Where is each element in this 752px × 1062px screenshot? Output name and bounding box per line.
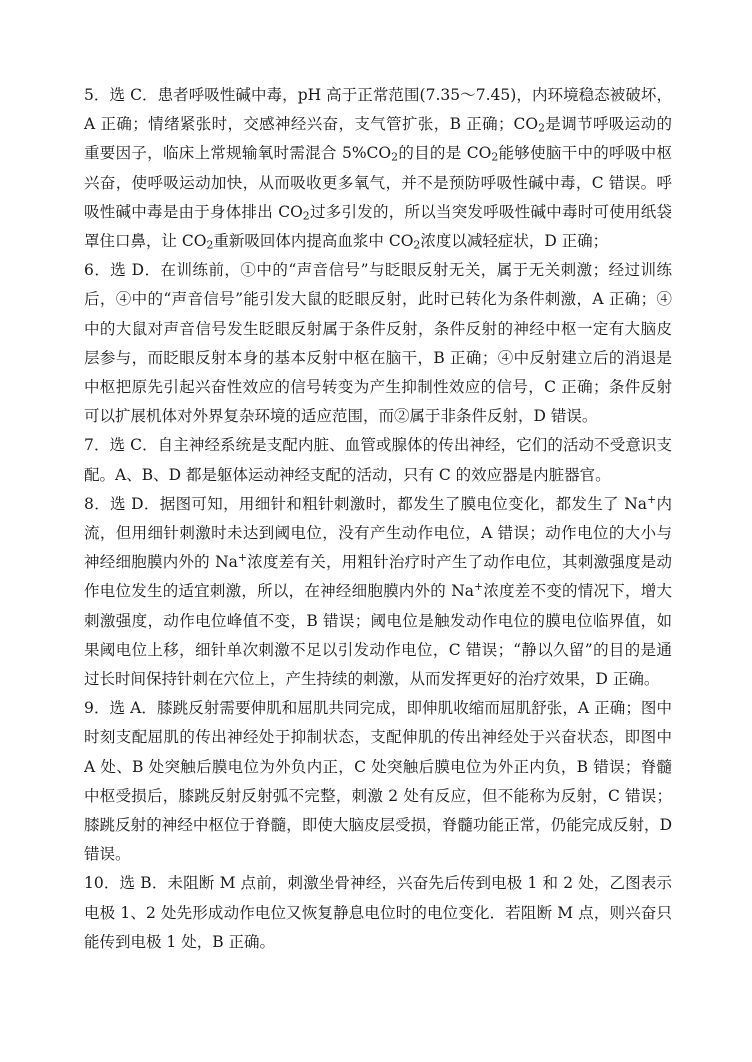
- paragraph-text: 浓度差不变的情况下，增大刺激强度，动作电位峰值不变，B 错误；阈电位是触发动作电位的膜电位临界值，如果阈电位上移，细针单次刺激不足以引发动作电位，C 错误；“静以久留”的目的是通过长时间保持针刺在穴位上，产生持续的刺激，从而发挥更好的治疗效果，D 正确。: [84, 582, 672, 689]
- paragraph-text: 重新吸回体内提高血浆中 CO: [213, 232, 414, 251]
- paragraph-text: 浓度以减轻症状，D 正确；: [420, 232, 609, 251]
- answer-paragraph-8: [84, 490, 672, 694]
- answer-paragraph-10: [84, 869, 672, 957]
- paragraph-text: 的目的是 CO: [398, 144, 492, 163]
- paragraph-text: 10．选 B．未阻断 M 点前，刺激坐骨神经，兴奋先后传到电极 1 和 2 处，乙图表示电极 1、2 处先形成动作电位又恢复静息电位时的电位变化．若阻断 M 点，则兴奋只能传到电极 1 处，B 正确。: [84, 874, 672, 951]
- paragraph-text: 是调节呼吸运动的重要因子，临床上常规输氧时需混合 5%CO: [84, 115, 672, 163]
- paragraph-text: 8．选 D．据图可知，用细针和粗针刺激时，都发生了膜电位变化，都发生了 Na: [84, 494, 648, 513]
- paragraph-text: 浓度差有关，用粗针治疗时产生了动作电位，其刺激强度是动作电位发生的适宜刺激，所以，在神经细胞膜内外的 Na: [84, 553, 672, 601]
- paragraph-text: 能够使脑干中的呼吸中枢兴奋，使呼吸运动加快，从而吸收更多氧气，并不是预防呼吸性碱中毒，C 错误。呼吸性碱中毒是由于身体排出 CO: [84, 144, 672, 221]
- superscript-text: +: [474, 580, 484, 594]
- superscript-text: +: [237, 551, 247, 565]
- paragraph-text: 5．选 C．患者呼吸性碱中毒，pH 高于正常范围(7.35～7.45)，内环境稳态被破坏，A 正确；情绪紧张时，交感神经兴奋，支气管扩张，B 正确；CO: [84, 86, 672, 134]
- paragraph-text: 内流，但用细针刺激时未达到阈电位，没有产生动作电位，A 错误；动作电位的大小与神经细胞膜内外的 Na: [84, 494, 672, 572]
- answer-explanations: [84, 81, 672, 957]
- subscript-text: 2: [391, 151, 399, 165]
- paragraph-text: 7．选 C．自主神经系统是支配内脏、血管或腺体的传出神经，它们的活动不受意识支配。A、B、D 都是躯体运动神经支配的活动，只有 C 的效应器是内脏器官。: [84, 436, 672, 484]
- answer-paragraph-7: [84, 431, 672, 489]
- superscript-text: +: [647, 492, 657, 506]
- paragraph-text: 9．选 A．膝跳反射需要伸肌和屈肌共同完成，即伸肌收缩而屈肌舒张，A 正确；图中时刻支配屈肌的传出神经处于抑制状态，支配伸肌的传出神经处于兴奋状态，即图中 A 处、B 处突触后膜电位为外负内正，C 处突触后膜电位为外正内负，B 错误；脊髓中枢受损后，膝跳反射反射弧不完整，刺激 2 处有反应，但不能称为反射，C 错误；膝跳反射的神经中枢位于脊髓，即使大脑皮层受损，脊髓功能正常，仍能完成反射，D 错误。: [84, 699, 672, 864]
- subscript-text: 2: [302, 209, 310, 223]
- answer-paragraph-5: [84, 81, 672, 256]
- answer-paragraph-9: [84, 694, 672, 869]
- paragraph-text: 6．选 D．在训练前，①中的“声音信号”与眨眼反射无关，属于无关刺激；经过训练后，④中的“声音信号”能引发大鼠的眨眼反射，此时已转化为条件刺激，A 正确；④中的大鼠对声音信号发生眨眼反射属于条件反射，条件反射的神经中枢一定有大脑皮层参与，而眨眼反射本身的基本反射中枢在脑干，B 正确；④中反射建立后的消退是中枢把原先引起兴奋性效应的信号转变为产生抑制性效应的信号，C 正确；条件反射可以扩展机体对外界复杂环境的适应范围，而②属于非条件反射，D 错误。: [84, 261, 672, 426]
- answer-paragraph-6: [84, 256, 672, 431]
- paragraph-text: 过多引发的，所以当突发呼吸性碱中毒时可使用纸袋罩住口鼻，让 CO: [84, 202, 672, 251]
- subscript-text: 2: [206, 238, 214, 252]
- subscript-text: 2: [413, 238, 421, 252]
- subscript-text: 2: [491, 151, 499, 165]
- subscript-text: 2: [538, 121, 546, 135]
